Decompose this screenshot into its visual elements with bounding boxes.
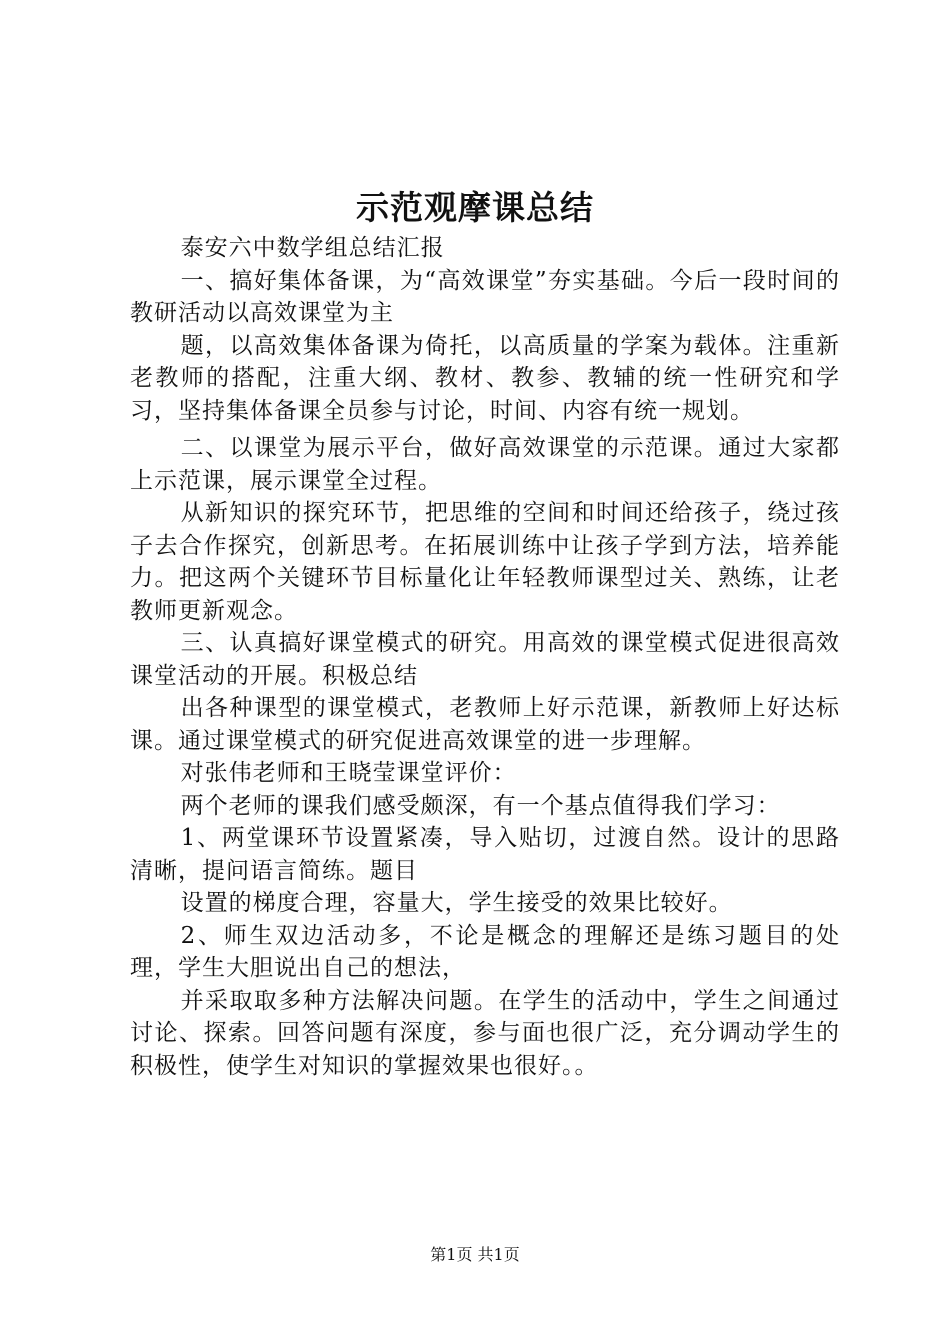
- paragraph-section-two: 二、以课堂为展示平台，做好高效课堂的示范课。通过大家都上示范课，展示课堂全过程。: [130, 435, 840, 494]
- paragraph-point-one: 1、两堂课环节设置紧凑，导入贴切，过渡自然。设计的思路清晰，提问语言简练。题目: [130, 825, 840, 884]
- paragraph-evaluation-heading: 对张伟老师和王晓莹课堂评价：: [180, 760, 517, 786]
- page-footer: 第1页 共1页: [430, 1245, 520, 1264]
- paragraph-report-heading: 泰安六中数学组总结汇报: [180, 235, 445, 261]
- document-title: 示范观摩课总结: [356, 188, 594, 227]
- paragraph-point-two-cont: 并采取取多种方法解决问题。在学生的活动中，学生之间通过讨论、探索。回答问题有深度，参与面也很广泛，充分调动学生的积极性，使学生对知识的掌握效果也很好。。: [130, 987, 840, 1079]
- document-body: [130, 232, 840, 1082]
- paragraph-point-one-cont: 设置的梯度合理，容量大，学生接受的效果比较好。: [180, 890, 733, 916]
- paragraph-section-one: 一、搞好集体备课，为“高效课堂”夯实基础。今后一段时间的教研活动以高效课堂为主: [130, 267, 840, 326]
- paragraph-section-one-cont: 题，以高效集体备课为倚托，以高质量的学案为载体。注重新老教师的搭配，注重大纲、教材、教参、教辅的统一性研究和学习，坚持集体备课全员参与讨论，时间、内容有统一规划。: [130, 332, 840, 424]
- paragraph-section-two-cont: 从新知识的探究环节，把思维的空间和时间还给孩子，绕过孩子去合作探究，创新思考。在拓展训练中让孩子学到方法，培养能力。把这两个关键环节目标量化让年轻教师课型过关、熟练，让老教师更新观念。: [130, 500, 840, 624]
- paragraph-section-three-cont: 出各种课型的课堂模式，老教师上好示范课，新教师上好达标课。通过课堂模式的研究促进高效课堂的进一步理解。: [130, 695, 840, 754]
- paragraph-point-two: 2、师生双边活动多，不论是概念的理解还是练习题目的处理，学生大胆说出自己的想法，: [130, 922, 840, 981]
- paragraph-evaluation-intro: 两个老师的课我们感受颇深，有一个基点值得我们学习：: [180, 792, 781, 819]
- paragraph-section-three: 三、认真搞好课堂模式的研究。用高效的课堂模式促进很高效课堂活动的开展。积极总结: [130, 630, 840, 689]
